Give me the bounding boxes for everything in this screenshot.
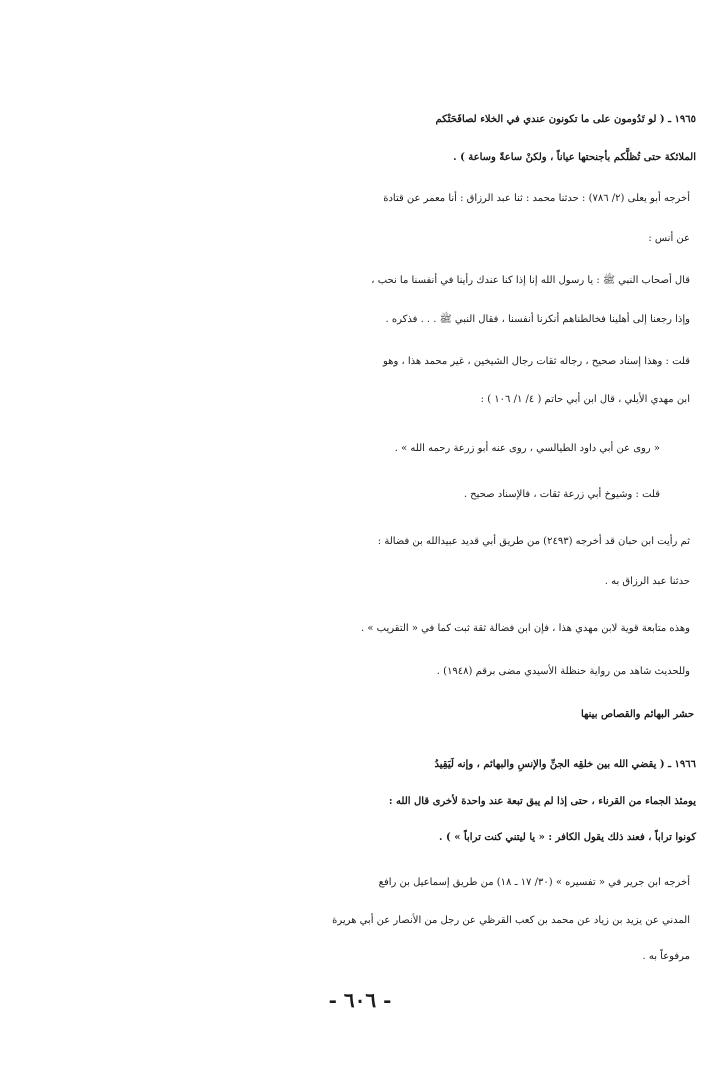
takhrij-1965-line-2: عن أنس : xyxy=(648,233,690,244)
page-number: - ٦٠٦ - xyxy=(328,988,392,1012)
hadith-1966-line-1: ١٩٦٦ ـ ( يقضي الله بين خلقِه الجنِّ والإنسِ والبهائم ، وإنه لَيَقِيدُ xyxy=(434,759,696,770)
takhrij-1966-line-1: أخرجه ابن جرير في « تفسيره » (٣٠/ ١٧ ـ ١٨) من طريق إسماعيل بن رافع xyxy=(378,877,690,888)
comment-2: قلت : وشيوخ أبي زرعة ثقات ، فالإسناد صحيح . xyxy=(463,489,660,500)
takhrij-1965-line-1: أخرجه أبو يعلى (٢/ ٧٨٦) : حدثنا محمد : ثنا عبد الرزاق : أنا معمر عن قتادة xyxy=(383,193,690,204)
ibn-hibban-line-1: ثم رأيت ابن حبان قد أخرجه (٢٤٩٣) من طريق أبي قديد عبيدالله بن فضالة : xyxy=(377,536,690,547)
hadith-1965-line-1: ١٩٦٥ ـ ( لو تَدُومون على ما تكونون عندي في الخلاء لصافَحَتْكم xyxy=(435,114,696,125)
shahid-line: وللحديث شاهد من رواية حنظلة الأسيدي مضى برقم (١٩٤٨) . xyxy=(436,666,690,677)
ibn-abi-hatim-quote: « روى عن أبي داود الطيالسي ، روى عنه أبو زرعة رحمه الله » . xyxy=(394,443,660,454)
ibn-hibban-line-2: حدثنا عبد الرزاق به . xyxy=(604,576,690,587)
mutabaa-line: وهذه متابعة قوية لابن مهدي هذا ، فإن ابن فضالة ثقة ثبت كما في « التقريب » . xyxy=(361,623,690,634)
hadith-1966-line-2: يومئذ الجماء من القرناء ، حتى إذا لم يبق تبعة عند واحدة لأخرى قال الله : xyxy=(388,796,696,807)
comment-line-2: ابن مهدي الأيلي ، قال ابن أبي حاتم ( ٤/ ١/ ١٠٦ ) : xyxy=(480,394,690,405)
hadith-1966-line-3: كونوا تراباً ، فعند ذلك يقول الكافر : « يا ليتني كنت تراباً » ) . xyxy=(439,832,696,843)
hadith-text-line-1: قال أصحاب النبي ﷺ : يا رسول الله إنا إذا كنا عندك رأينا في أنفسنا ما نحب ، xyxy=(371,275,690,286)
comment-line-1: قلت : وهذا إسناد صحيح ، رجاله ثقات رجال الشيخين ، غير محمد هذا ، وهو xyxy=(383,356,690,367)
hadith-1965-line-2: الملائكة حتى تُظلَّكم بأجنحتها عياناً ، ولكنْ ساعةً وساعة ) . xyxy=(453,152,696,163)
hadith-text-line-2: وإذا رجعنا إلى أهلينا فخالطناهم أنكرنا أنفسنا ، فقال النبي ﷺ . . . فذكره . xyxy=(385,314,690,325)
takhrij-1966-line-3: مرفوعاً به . xyxy=(642,951,690,962)
section-title: حشر البهائم والقصاص بينها xyxy=(581,709,694,720)
takhrij-1966-line-2: المدني عن يزيد بن زياد عن محمد بن كعب القرظي عن رجل من الأنصار عن أبي هريرة xyxy=(332,915,690,926)
